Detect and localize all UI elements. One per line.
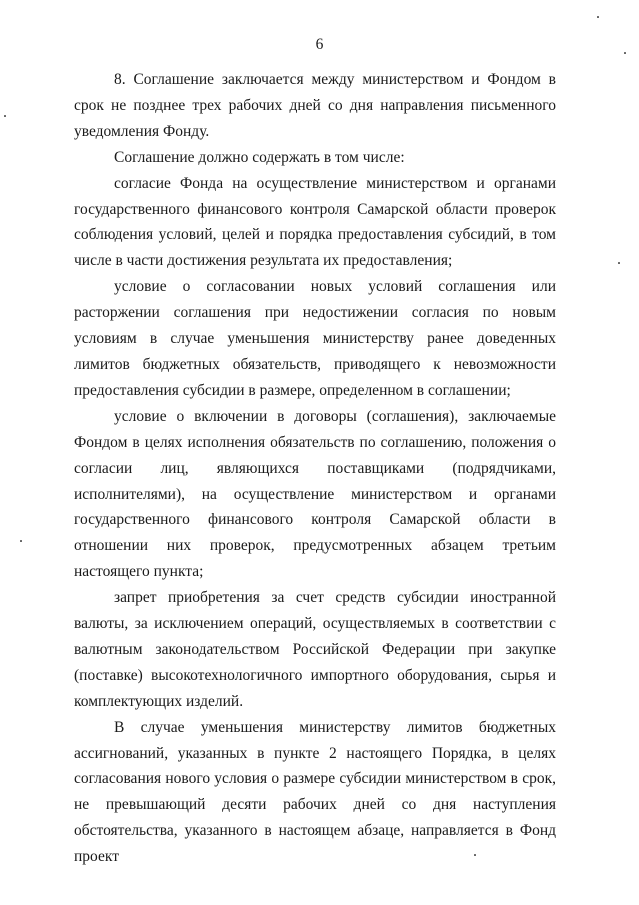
scan-speck	[4, 115, 6, 117]
scan-speck	[618, 262, 620, 264]
page-number: 6	[315, 36, 324, 53]
paragraph-contracts-condition: условие о включении в договоры (соглашения), заключаемые Фондом в целях исполнения обязательств по соглашению, положения о согласии лиц, являющихся поставщиками (подрядчиками, исполнителями), на осуществление министерством и органами государственного финансового контроля Самарской области в отношении них проверок, предусмотренных абзацем третьим настоящего пункта;	[74, 407, 556, 581]
scan-speck	[597, 16, 599, 18]
scan-speck	[624, 52, 626, 54]
paragraph-limits-reduction: В случае уменьшения министерству лимитов бюджетных ассигнований, указанных в пункте 2 настоящего Порядка, в целях согласования нового условия о размере субсидии министерством в срок, не превышающий десяти рабочих дней со дня наступления обстоятельства, указанного в настоящем абзаце, направляется в Фонд проект	[74, 718, 556, 866]
scan-speck	[474, 854, 476, 856]
scan-speck	[20, 540, 22, 542]
paragraph-currency-ban: запрет приобретения за счет средств субсидии иностранной валюты, за исключением операций, осуществляемых в соответствии с валютным законодательством Российской Федерации при закупке (поставке) высокотехнологичного импортного оборудования, сырья и комплектующих изделий.	[74, 589, 556, 710]
paragraph-agreement-contents: Соглашение должно содержать в том числе:	[114, 148, 405, 166]
paragraph-fund-consent: согласие Фонда на осуществление министерством и органами государственного финансового контроля Самарской области проверок соблюдения условий, целей и порядка предоставления субсидий, в том числе в части достижения результата их предоставления;	[74, 174, 556, 270]
document-body	[74, 67, 556, 870]
paragraph-new-conditions: условие о согласовании новых условий соглашения или расторжении соглашения при недостижении согласия по новым условиям в случае уменьшения министерству ранее доведенных лимитов бюджетных обязательств, приводящего к невозможности предоставления субсидии в размере, определенном в соглашении;	[74, 278, 556, 399]
paragraph-clause-8: 8. Соглашение заключается между министерством и Фондом в срок не позднее трех рабочих дней со дня направления письменного уведомления Фонду.	[74, 71, 556, 140]
